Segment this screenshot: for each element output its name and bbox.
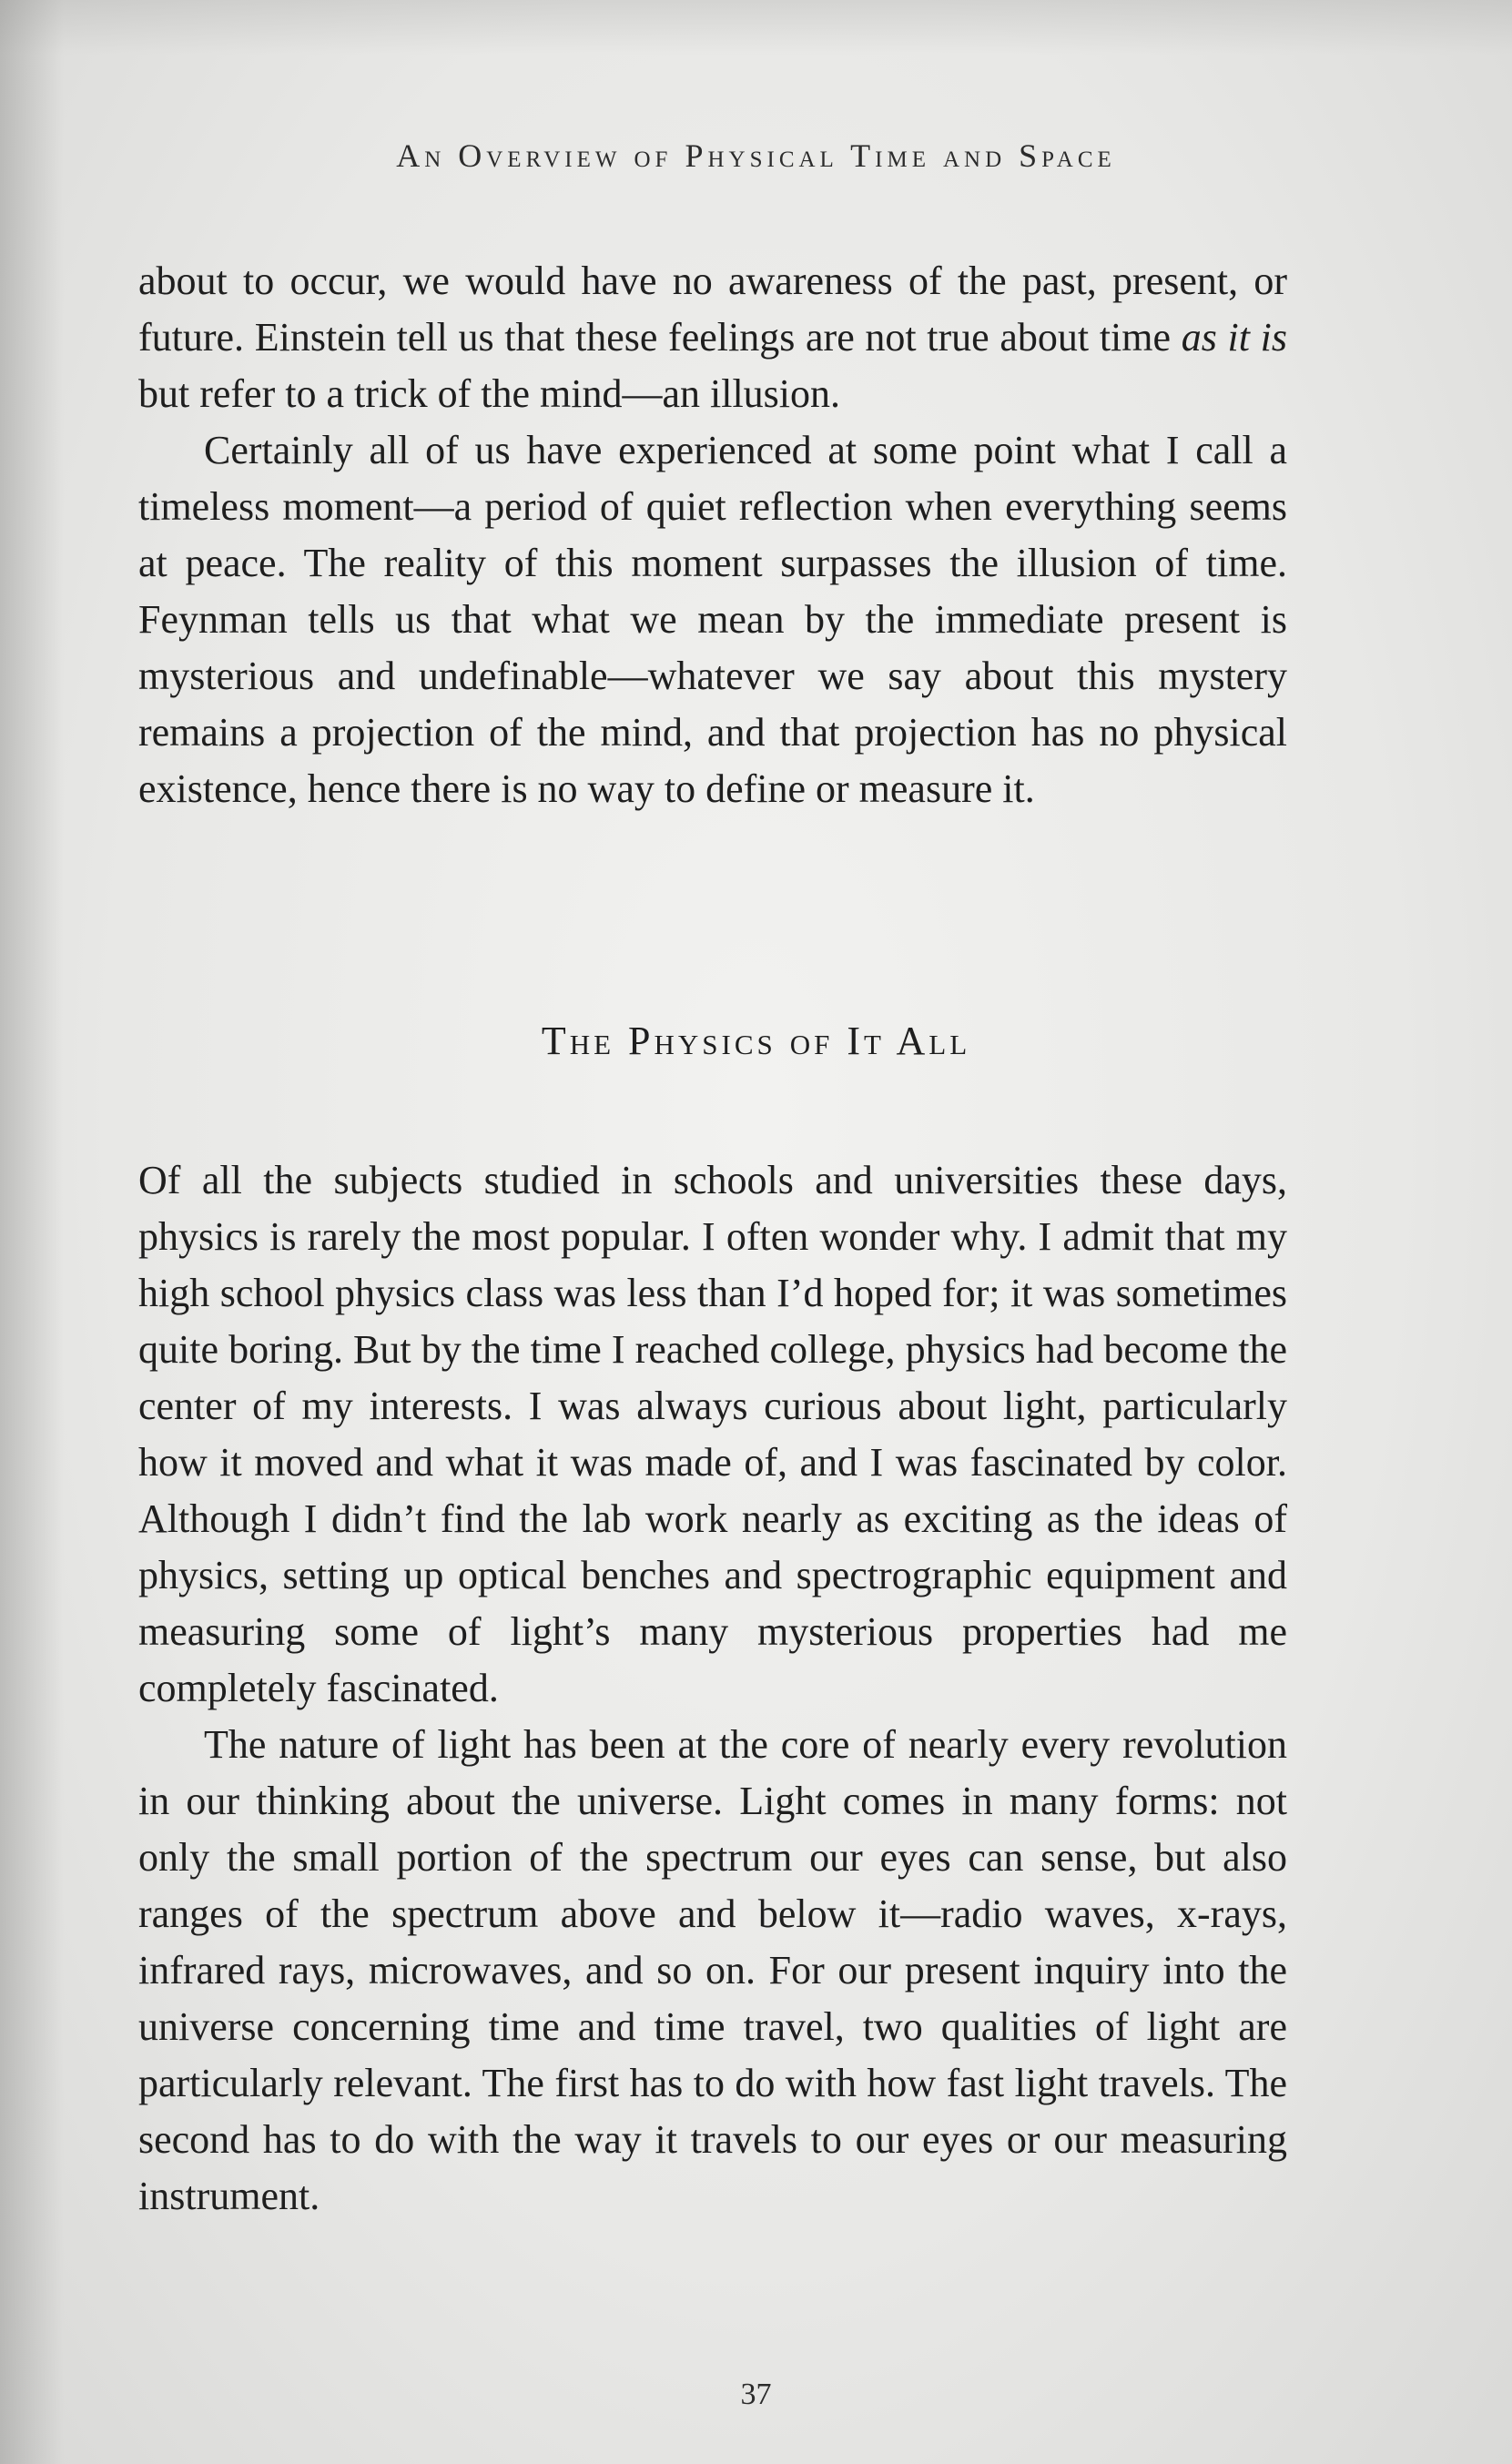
paragraph: Certainly all of us have experienced at some point what I call a timeless moment—a period of quiet reflection when everything seems at peace. The reality of this moment surpasses the illusion of time. Feynman tells us that what we mean by the immediate present is mysterious and undefinable—whatever we say about this mystery remains a projection of the mind, and that projection has no physical existence, hence there is no way to define or measure it. bbox=[138, 428, 1287, 811]
paragraph: Of all the subjects studied in schools and universities these days, physics is rarely the most popular. I often wonder why. I admit that my high school physics class was less than I’d hoped for; it was sometimes quite boring. But by the time I reached college, physics had become the center of my interests. I was always curious about light, particularly how it moved and what it was made of, and I was fascinated by color. Although I didn’t find the lab work nearly as exciting as the ideas of physics, setting up optical benches and spectrographic equipment and measuring some of light’s many mysterious properties had me completely fascinated. bbox=[138, 1158, 1287, 1710]
paragraph-continued bbox=[138, 253, 1287, 422]
gutter-shadow bbox=[0, 0, 64, 2464]
body-text-top bbox=[138, 253, 1287, 817]
paragraph: The nature of light has been at the core of nearly every revolution in our thinking about the universe. Light comes in many forms: not only the small portion of the spectrum our eyes can sense, but also ranges of the spectrum above and below it—radio waves, x-rays, infrared rays, microwaves, and so on. For our present inquiry into the universe concerning time and time travel, two qualities of light are particularly relevant. The first has to do with how fast light travels. The second has to do with the way it travels to our eyes or our measuring instrument. bbox=[138, 1722, 1287, 2218]
top-shadow bbox=[0, 0, 1512, 55]
paragraph-text: but refer to a trick of the mind—an illusion. bbox=[138, 371, 841, 416]
italic-phrase: as it is bbox=[1181, 315, 1287, 360]
running-head: An Overview of Physical Time and Space bbox=[396, 137, 1116, 174]
paragraph-text: about to occur, we would have no awareness of the past, present, or future. Einstein tell us that these feelings are not true about time bbox=[138, 259, 1287, 360]
page-number: 37 bbox=[740, 2378, 772, 2411]
body-text-section bbox=[138, 1152, 1287, 2225]
section-heading: The Physics of It All bbox=[541, 1019, 971, 1063]
